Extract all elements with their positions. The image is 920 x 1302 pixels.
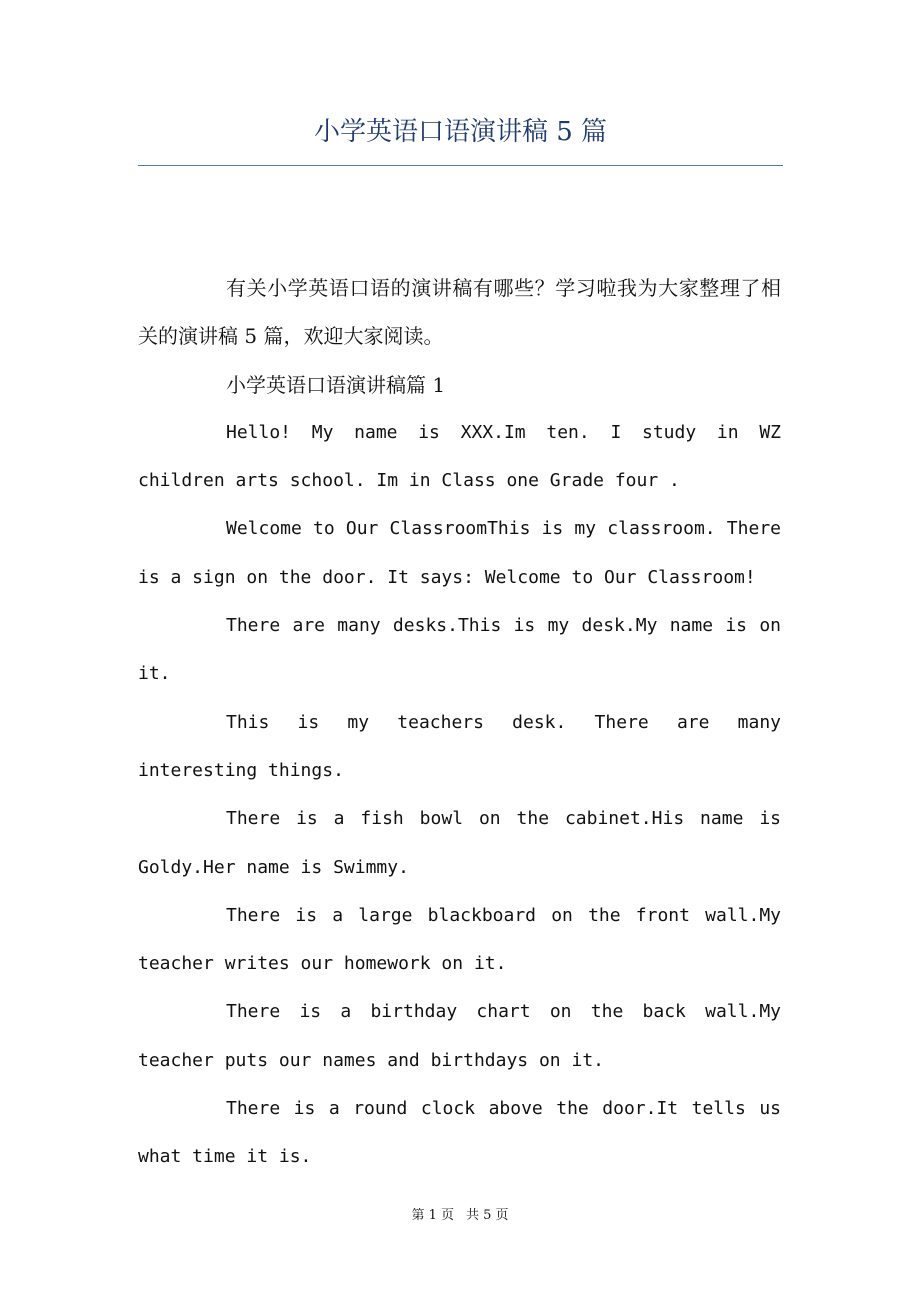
title-divider — [138, 165, 783, 166]
paragraph-intro: 有关小学英语口语的演讲稿有哪些？学习啦我为大家整理了相关的演讲稿 5 篇，欢迎大家阅读。 — [138, 276, 781, 349]
document-title: 小学英语口语演讲稿 5 篇 — [313, 117, 608, 147]
paragraph: There is a fish bowl on the cabinet.His name is Goldy.Her name is Swimmy. — [138, 808, 781, 878]
paragraph: There is a round clock above the door.It tells us what time it is. — [138, 1098, 781, 1168]
paragraph: There are many desks.This is my desk.My name is on it. — [138, 615, 781, 685]
paragraph: Welcome to Our ClassroomThis is my classroom. There is a sign on the door. It says: Welcome to Our Classroom! — [138, 518, 781, 588]
document-body — [138, 264, 781, 1182]
paragraph: Hello! My name is XXX.Im ten. I study in WZ children arts school. Im in Class one Grade four . — [138, 421, 781, 492]
section-heading: 小学英语口语演讲稿篇 1 — [226, 372, 446, 397]
paragraph: There is a birthday chart on the back wall.My teacher puts our names and birthdays on it. — [138, 1001, 781, 1071]
paragraph: This is my teachers desk. There are many interesting things. — [138, 711, 781, 781]
page-total: 共 5 页 — [466, 1208, 509, 1223]
page-footer — [0, 1206, 920, 1226]
paragraph: There is a large blackboard on the front wall.My teacher writes our homework on it. — [138, 904, 781, 975]
page-number: 第 1 页 — [411, 1208, 454, 1223]
